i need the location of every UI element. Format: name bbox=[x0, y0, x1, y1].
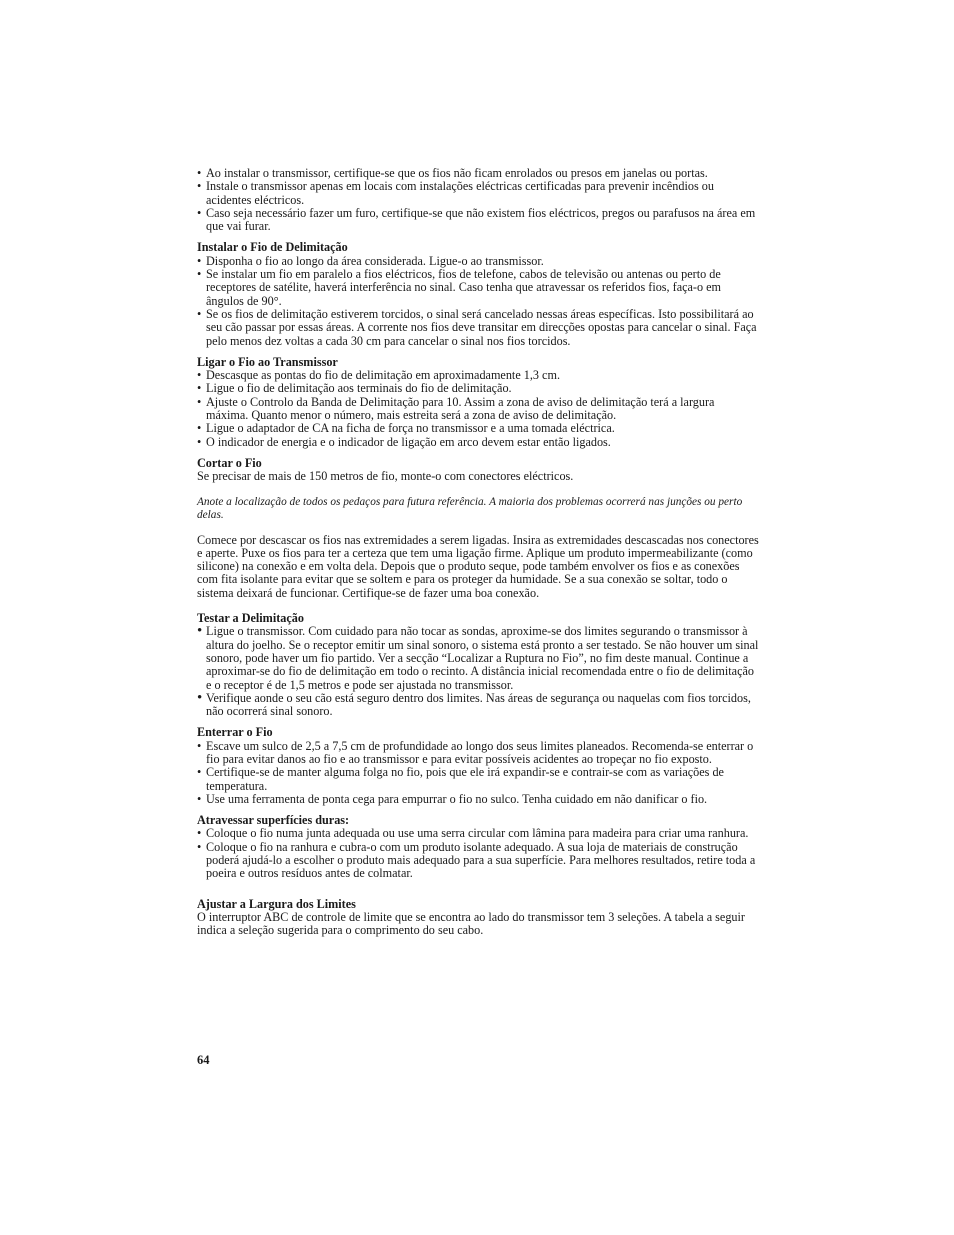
list-item: • Descasque as pontas do fio de delimitação em aproximadamente 1,3 cm. bbox=[197, 369, 759, 382]
manual-page-content bbox=[197, 167, 759, 938]
test-bullet-list bbox=[197, 625, 759, 718]
install-bullet-list bbox=[197, 255, 759, 348]
list-item: • Ligue o transmissor. Com cuidado para não tocar as sondas, aproxime-se dos limites segurando o transmissor à altura do joelho. Se o receptor emitir um sinal sonoro, o sistema está pronto a ser testado. Se não houver um sinal sonoro, pode haver um fio partido. Ver a secção “Localizar a Ruptura no Fio”, no fim deste manual. Continue a aproximar-se do fio de delimitação em todo o recinto. A distância inicial recomendada entre o fio de delimitação e o receptor é de 1,5 metros e pode ser ajustada no transmissor. bbox=[197, 625, 759, 691]
section-heading-cut: Cortar o Fio bbox=[197, 455, 262, 470]
section-heading-bury: Enterrar o Fio bbox=[197, 725, 273, 740]
section-heading-width: Ajustar a Largura dos Limites bbox=[197, 896, 356, 911]
list-item: • Ligue o adaptador de CA na ficha de força no transmissor e a uma tomada eléctrica. bbox=[197, 422, 759, 435]
section-heading-test: Testar a Delimitação bbox=[197, 611, 304, 626]
list-item: • O indicador de energia e o indicador de ligação em arco devem estar então ligados. bbox=[197, 436, 759, 449]
list-item: • Caso seja necessário fazer um furo, certifique-se que não existem fios eléctricos, pregos ou parafusos na área em que vai furar. bbox=[197, 207, 759, 234]
page-number: 64 bbox=[197, 1053, 210, 1067]
cut-note: Anote a localização de todos os pedaços para futura referência. A maioria dos problemas ocorrerá nas junções ou perto delas. bbox=[197, 495, 743, 521]
list-item: • Coloque o fio na ranhura e cubra-o com um produto isolante adequado. A sua loja de materiais de construção poderá ajudá-lo a escolher o produto mais adequado para a sua superfície. Para melhores resultados, retire toda a poeira e outros resíduos antes de colmatar. bbox=[197, 841, 759, 881]
section-heading-hard-surfaces: Atravessar superfícies duras: bbox=[197, 813, 350, 828]
width-text: O interruptor ABC de controle de limite que se encontra ao lado do transmissor tem 3 seleções. A tabela a seguir indica a seleção sugerida para o comprimento do seu cabo. bbox=[197, 909, 745, 938]
list-item: • Instale o transmissor apenas em locais com instalações eléctricas certificadas para prevenir incêndios ou acidentes eléctricos. bbox=[197, 180, 759, 207]
list-item: • Se os fios de delimitação estiverem torcidos, o sinal será cancelado nessas áreas específicas. Isto possibilitará ao seu cão passar por essas áreas. A corrente nos fios deve transitar em direcções opostas para cancelar o sinal. Faça pelo menos dez voltas a cada 30 cm para cancelar o sinal nos fios torcidos. bbox=[197, 308, 759, 348]
list-item: • Verifique aonde o seu cão está seguro dentro dos limites. Nas áreas de segurança ou naquelas com fios torcidos, não ocorrerá sinal sonoro. bbox=[197, 692, 759, 719]
list-item: • Escave um sulco de 2,5 a 7,5 cm de profundidade ao longo dos seus limites planeados. Recomenda-se enterrar o fio para evitar danos ao fio e ao transmissor e para evitar possíveis acidentes ao tropeçar no fio exposto. bbox=[197, 740, 759, 767]
list-item: • Certifique-se de manter alguma folga no fio, pois que ele irá expandir-se e contrair-se com as variações de temperatura. bbox=[197, 766, 759, 793]
connect-bullet-list bbox=[197, 369, 759, 449]
section-heading-install: Instalar o Fio de Delimitação bbox=[197, 240, 348, 255]
section-heading-connect: Ligar o Fio ao Transmissor bbox=[197, 354, 338, 369]
list-item: • Ao instalar o transmissor, certifique-se que os fios não ficam enrolados ou presos em janelas ou portas. bbox=[197, 167, 759, 180]
cut-paragraph: Comece por descascar os fios nas extremidades a serem ligadas. Insira as extremidades descascadas nos conectores e aperte. Puxe os fios para ter a certeza que tem uma ligação firme. Aplique um produto impermeabilizante (como silicone) na conexão e em volta dela. Depois que o produto seque, pode também envolver os fios e as conexões com fita isolante para evitar que se soltem e para os proteger da humidade. Se a sua conexão se soltar, todo o sistema deixará de funcionar. Certifique-se de fazer uma boa conexão. bbox=[197, 532, 759, 600]
list-item: • Se instalar um fio em paralelo a fios eléctricos, fios de telefone, cabos de televisão ou antenas ou perto de receptores de satélite, haverá interferência no sinal. Caso tenha que atravessar os referidos fios, faça-o em ângulos de 90°. bbox=[197, 268, 759, 308]
cut-text: Se precisar de mais de 150 metros de fio, monte-o com conectores eléctricos. bbox=[197, 469, 574, 484]
intro-bullet-list bbox=[197, 167, 759, 233]
list-item: • Coloque o fio numa junta adequada ou use uma serra circular com lâmina para madeira para criar uma ranhura. bbox=[197, 827, 759, 840]
hard-surfaces-bullet-list bbox=[197, 827, 759, 880]
list-item: • Ligue o fio de delimitação aos terminais do fio de delimitação. bbox=[197, 382, 759, 395]
list-item: • Use uma ferramenta de ponta cega para empurrar o fio no sulco. Tenha cuidado em não danificar o fio. bbox=[197, 793, 759, 806]
list-item: • Ajuste o Controlo da Banda de Delimitação para 10. Assim a zona de aviso de delimitação terá a largura máxima. Quanto menor o número, mais estreita será a zona de aviso de delimitação. bbox=[197, 396, 759, 423]
bury-bullet-list bbox=[197, 740, 759, 806]
list-item: • Disponha o fio ao longo da área considerada. Ligue-o ao transmissor. bbox=[197, 255, 759, 268]
